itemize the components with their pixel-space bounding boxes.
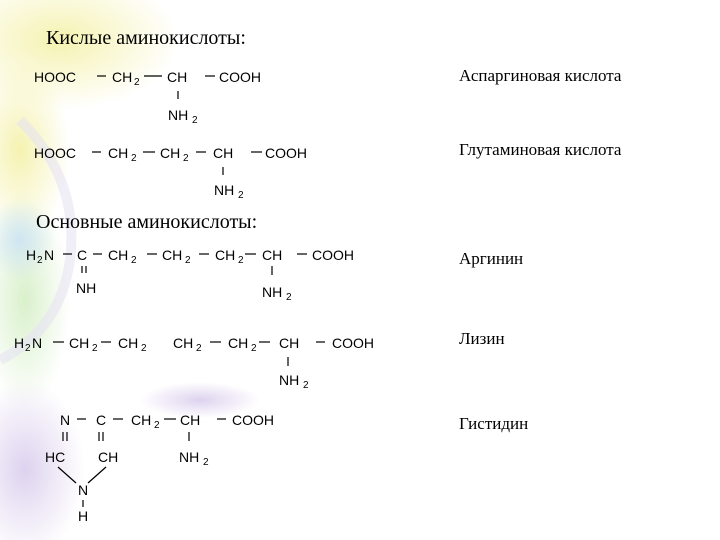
- formula-subscript: 2: [238, 190, 244, 201]
- formula-subscript: 2: [286, 292, 292, 303]
- formula-subscript: 2: [192, 115, 198, 126]
- formula-atom: HOOC: [34, 145, 76, 161]
- formula-subscript: 2: [131, 153, 137, 164]
- formula-subscript: 2: [251, 343, 257, 354]
- formula-atom: CH: [108, 145, 129, 161]
- formula-subscript: 2: [183, 153, 189, 164]
- formula-atom: NH: [168, 107, 189, 123]
- formula-atom: H: [26, 247, 37, 263]
- formula-atom: N: [78, 482, 89, 498]
- arginine-formula: [26, 247, 354, 303]
- lysine-name: Лизин: [459, 329, 505, 348]
- formula-atom: HOOC: [34, 69, 76, 85]
- formula-atom: CH: [69, 335, 90, 351]
- formula-subscript: 2: [203, 457, 209, 468]
- formula-atom: N: [32, 335, 43, 351]
- formula-atom: COOH: [232, 412, 274, 428]
- formula-atom: CH: [112, 69, 133, 85]
- formula-atom: CH: [228, 335, 249, 351]
- formula-subscript: 2: [141, 343, 147, 354]
- formula-subscript: 2: [154, 420, 160, 431]
- formula-atom: COOH: [219, 69, 261, 85]
- formula-atom: CH: [108, 247, 129, 263]
- formula-subscript: 2: [185, 255, 191, 266]
- basic-section-title: Основные аминокислоты:: [36, 211, 258, 233]
- formula-atom: N: [60, 412, 71, 428]
- formula-atom: CH: [215, 247, 236, 263]
- acidic-section-title: Кислые аминокислоты:: [46, 27, 246, 49]
- formula-atom: H: [14, 335, 25, 351]
- formula-atom: C: [96, 412, 107, 428]
- formula-subscript: 2: [37, 255, 43, 266]
- formula-subscript: 2: [238, 255, 244, 266]
- formula-atom: CH: [162, 247, 183, 263]
- formula-atom: CH: [262, 247, 283, 263]
- formula-atom: COOH: [312, 247, 354, 263]
- arginine-name: Аргинин: [459, 249, 524, 268]
- formula-atom: NH: [262, 284, 283, 300]
- formula-atom: NH: [214, 182, 235, 198]
- formula-atom: NH: [76, 280, 97, 296]
- formula-atom: CH: [173, 335, 194, 351]
- formula-atom: CH: [118, 335, 139, 351]
- histidine-formula: [45, 412, 274, 524]
- formula-atom: CH: [180, 412, 201, 428]
- formula-subscript: 2: [25, 343, 31, 354]
- formula-subscript: 2: [92, 343, 98, 354]
- formula-subscript: 2: [196, 343, 202, 354]
- formula-atom: CH: [131, 412, 152, 428]
- bond: [88, 467, 106, 483]
- histidine-name: Гистидин: [459, 414, 529, 433]
- bond: [58, 467, 76, 483]
- formula-atom: NH: [179, 449, 200, 465]
- formula-atom: CH: [167, 69, 188, 85]
- glutamic-acid-formula: [34, 145, 307, 201]
- formula-atom: NH: [279, 372, 300, 388]
- formula-atom: COOH: [332, 335, 374, 351]
- formula-atom: CH: [279, 335, 300, 351]
- glutamic-acid-name: Глутаминовая кислота: [459, 140, 622, 159]
- formula-atom: H: [78, 508, 89, 524]
- formula-atom: C: [77, 247, 88, 263]
- formula-subscript: 2: [303, 380, 309, 391]
- aspartic-acid-formula: [34, 69, 261, 126]
- formula-atom: CH: [213, 145, 234, 161]
- formula-atom: HC: [45, 449, 66, 465]
- formula-atom: COOH: [265, 145, 307, 161]
- formula-atom: CH: [98, 449, 119, 465]
- formula-subscript: 2: [131, 255, 137, 266]
- aspartic-acid-name: Аспаргиновая кислота: [459, 66, 622, 85]
- formula-atom: N: [44, 247, 55, 263]
- lysine-formula: [14, 335, 374, 391]
- formula-subscript: 2: [134, 77, 140, 88]
- formula-atom: CH: [160, 145, 181, 161]
